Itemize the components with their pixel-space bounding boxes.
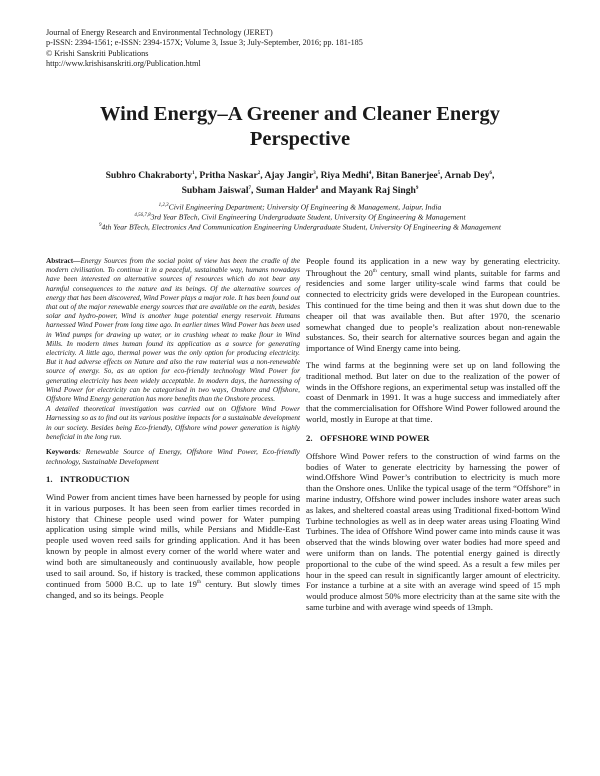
- intro-paragraph-1: [46, 492, 300, 601]
- section-heading-introduction: [46, 474, 300, 484]
- author-name: Subham Jaiswal: [181, 185, 249, 197]
- journal-issn: p-ISSN: 2394-1561; e-ISSN: 2394-157X; Volume 3, Issue 3; July-September, 2016; pp. 181-185: [46, 38, 363, 48]
- author-sup: 4: [368, 171, 372, 176]
- section-title: OFFSHORE WIND POWER: [320, 432, 430, 443]
- author-line-2: Subham Jaiswal$^7$, Suman Halder$^8$ and Mayank Raj Singh$^9$: [181, 185, 419, 197]
- author-name: Pritha Naskar: [199, 170, 258, 182]
- keywords: [46, 447, 300, 466]
- author-line-1: Subhro Chakraborty$^1$, Pritha Naskar$^2$, Ajay Jangir$^3$, Riya Medhi$^4$, Bitan Banerjee$^5$, Arnab Dey$^6$,: [105, 170, 495, 182]
- author-list: [40, 167, 560, 197]
- section-number: 2.: [306, 432, 313, 443]
- author-sup: 1: [192, 171, 195, 176]
- affiliation-3: [30, 221, 570, 232]
- author-sup: 7: [248, 186, 252, 192]
- affiliation-sup: 9: [99, 223, 102, 228]
- author-sup: 8: [315, 186, 319, 192]
- intro-text: Wind Power from ancient times have been harnessed by people for using it in various purposes. It has been seen from earlier times recorded in history that Chinese people used wind power for Water pumping application using simple wind mills, while Persians and Middle-East people used woven reed sails for grinding application. And it has been known by people in almost every corner of the world where water and wind both are simultaneously and continuously available, how people used to sail around. So, if history is tracked, these common applications continued from 5000 B.C. up to late 19: [46, 492, 300, 590]
- intro-text-end: century, small wind plants, suitable for farms and residencies and some larger utility-scale wind farms that could be connected to electricity grids were developed in the European countries. This continued for the time being and then it was shut down due to the cheaper oil that was available then. But after 1970, the scenario somewhat changed due to people’s realization about non-renewable substances. So, their search for alternative sources began and again the importance of Wind Energy came into being.: [306, 267, 560, 354]
- journal-header: [46, 28, 566, 70]
- affiliation-text: 4th Year BTech, Electronics And Communication Engineering Undergraduate Student, University Of Engineering & Management: [101, 222, 501, 232]
- author-sup: 6: [489, 171, 492, 176]
- author-and: and: [320, 185, 337, 197]
- author-name: Subhro Chakraborty: [105, 170, 193, 182]
- intro-text-cont: century. But slowly times changed, and so its beings. People: [46, 579, 300, 601]
- publisher: © Krishi Sanskriti Publications: [46, 48, 149, 58]
- author-name: Mayank Raj Singh: [338, 185, 416, 197]
- author-sup: 2: [257, 171, 261, 176]
- journal-name: Journal of Energy Research and Environmental Technology (JERET): [46, 28, 273, 37]
- author-name: Arnab Dey: [444, 170, 490, 182]
- section-title: INTRODUCTION: [60, 474, 130, 485]
- keywords-label: Keywords: [46, 447, 79, 457]
- author-sup: 3: [313, 171, 316, 176]
- author-name: Bitan Banerjee: [376, 170, 438, 182]
- abstract-text: Energy Sources from the social point of view has been the cradle of the modern civilisation. To continue it in a peaceful, sustainable way, humans nowadays have been interested on alternative sources of resources which do not bear any harmful consequences to the nature and its beings. Of the alternative sources of energy that has been discovered, Wind Power plays a major role. It has been found out that out of the major renewable energy sources that are available on the earth, besides solar and hydro-power, Wind is another huge potential energy reservoir. Humans harnessed Wind Power from long time ago. In earlier times Wind Power has been used in Wind pumps for drawing up water, or in crushing wheat to make flour in Wind Mills. In modern times human found its application as a source for generating electricity. A little ago, thermal power was the only option for producing electricity. But it had adverse effects on Nature and also the raw material was a non-renewable source of energy. So, as an option for eco-friendly technology Wind Power for generating electricity has been widely acceptable. In modern days, the harnessing of Wind Power for electricity can be categorised in two ways, Onshore and Offshore, Offshore Wind Energy generation has more benefits than the Onshore process.: [46, 256, 300, 404]
- title-line-1: Wind Energy–A Greener and Cleaner Energy: [100, 103, 500, 125]
- abstract: [46, 256, 300, 403]
- left-column: [46, 256, 300, 607]
- section-heading-offshore: [306, 433, 560, 443]
- author-name: Ajay Jangir: [264, 170, 314, 182]
- author-name: Suman Halder: [255, 185, 316, 197]
- right-column: [306, 256, 560, 619]
- publication-url[interactable]: http://www.krishisanskriti.org/Publication.html: [46, 59, 201, 69]
- author-name: Riya Medhi: [320, 170, 369, 182]
- intro-paragraph-2: The wind farms at the beginning were set up on land following the traditional method. But later on due to the realization of the power of winds in the Offshore regions, an experimental setup was installed off the coast of Denmark in 1991. It was a huge success and immediately after that the commercialisation for Offshore Wind Power followed around the world, mostly in Europe at that time.: [306, 360, 560, 425]
- affiliation-text: 3rd Year BTech, Civil Engineering Undergraduate Student, University Of Engineering & Management: [150, 212, 466, 222]
- abstract-paragraph-2: A detailed theoretical investigation was carried out on Offshore Wind Power Harnessing so as to find out its various positive impacts for a sustainable development in our society. Besides being Eco-friendly, Offshore wind power generation is highly beneficial in the long run.: [46, 404, 300, 441]
- paper-title: [30, 102, 570, 152]
- intro-paragraph-1-continued: People found its application in a new way by generating electricity. Throughout the 20th century, small wind plants, suitable for farms and residencies and some larger utility-scale wind farms that could be connected to electricity grids were developed in the European countries. This continued for the time being and then it was shut down due to the cheaper oil that was available then. But after 1970, the scenario somewhat changed due to people’s realization about non-renewable substances. So, their search for alternative sources began and again the importance of Wind Energy came into being.: [306, 256, 560, 354]
- title-line-2: Perspective: [249, 128, 351, 150]
- intro-sup-2: th: [372, 268, 377, 274]
- keywords-text: : Renewable Source of Energy, Offshore Wind Power, Eco-friendly technology, Sustainable Development: [46, 447, 300, 466]
- abstract-label: Abstract—: [46, 256, 81, 265]
- affiliation-sup: 1,2,3: [158, 203, 169, 208]
- author-sup: 9: [415, 186, 419, 192]
- offshore-paragraph-1: Offshore Wind Power refers to the construction of wind farms on the bodies of Water to generate electricity by harnessing the power of wind.Offshore Wind Power’s contribution to electricity is much more than the Onshore ones. Unlike the typical usage of the term “Offshore” in marine industry, Offshore wind power includes inshore water areas such as lakes, and sheltered coastal areas using Traditional fixed-bottom Wind Turbine technologies as well as in deep water areas using Floating Wind Turbines. The idea of Offshore Wind power came into minds cause it was observed that the winds blowing over water bodies had more speed and were uniform than on lands. The potential energy gained is directly proportional to the cube of the wind speed. As a result a few miles per hour in the speed can result in significantly larger amount of electricity. For instance a turbine at a site with an average wind speed of 15 mph would produce almost 50% more electricity than at the same site with the same turbine and with average wind speeds of 13mph.: [306, 450, 560, 612]
- section-number: 1.: [46, 474, 53, 485]
- affiliation-sup: 4,56,7,8: [134, 213, 151, 218]
- affiliation-text: Civil Engineering Department; University Of Engineering & Management, Jaipur, India: [168, 202, 442, 212]
- author-sup: 5: [437, 171, 441, 176]
- intro-sup: th: [196, 580, 201, 586]
